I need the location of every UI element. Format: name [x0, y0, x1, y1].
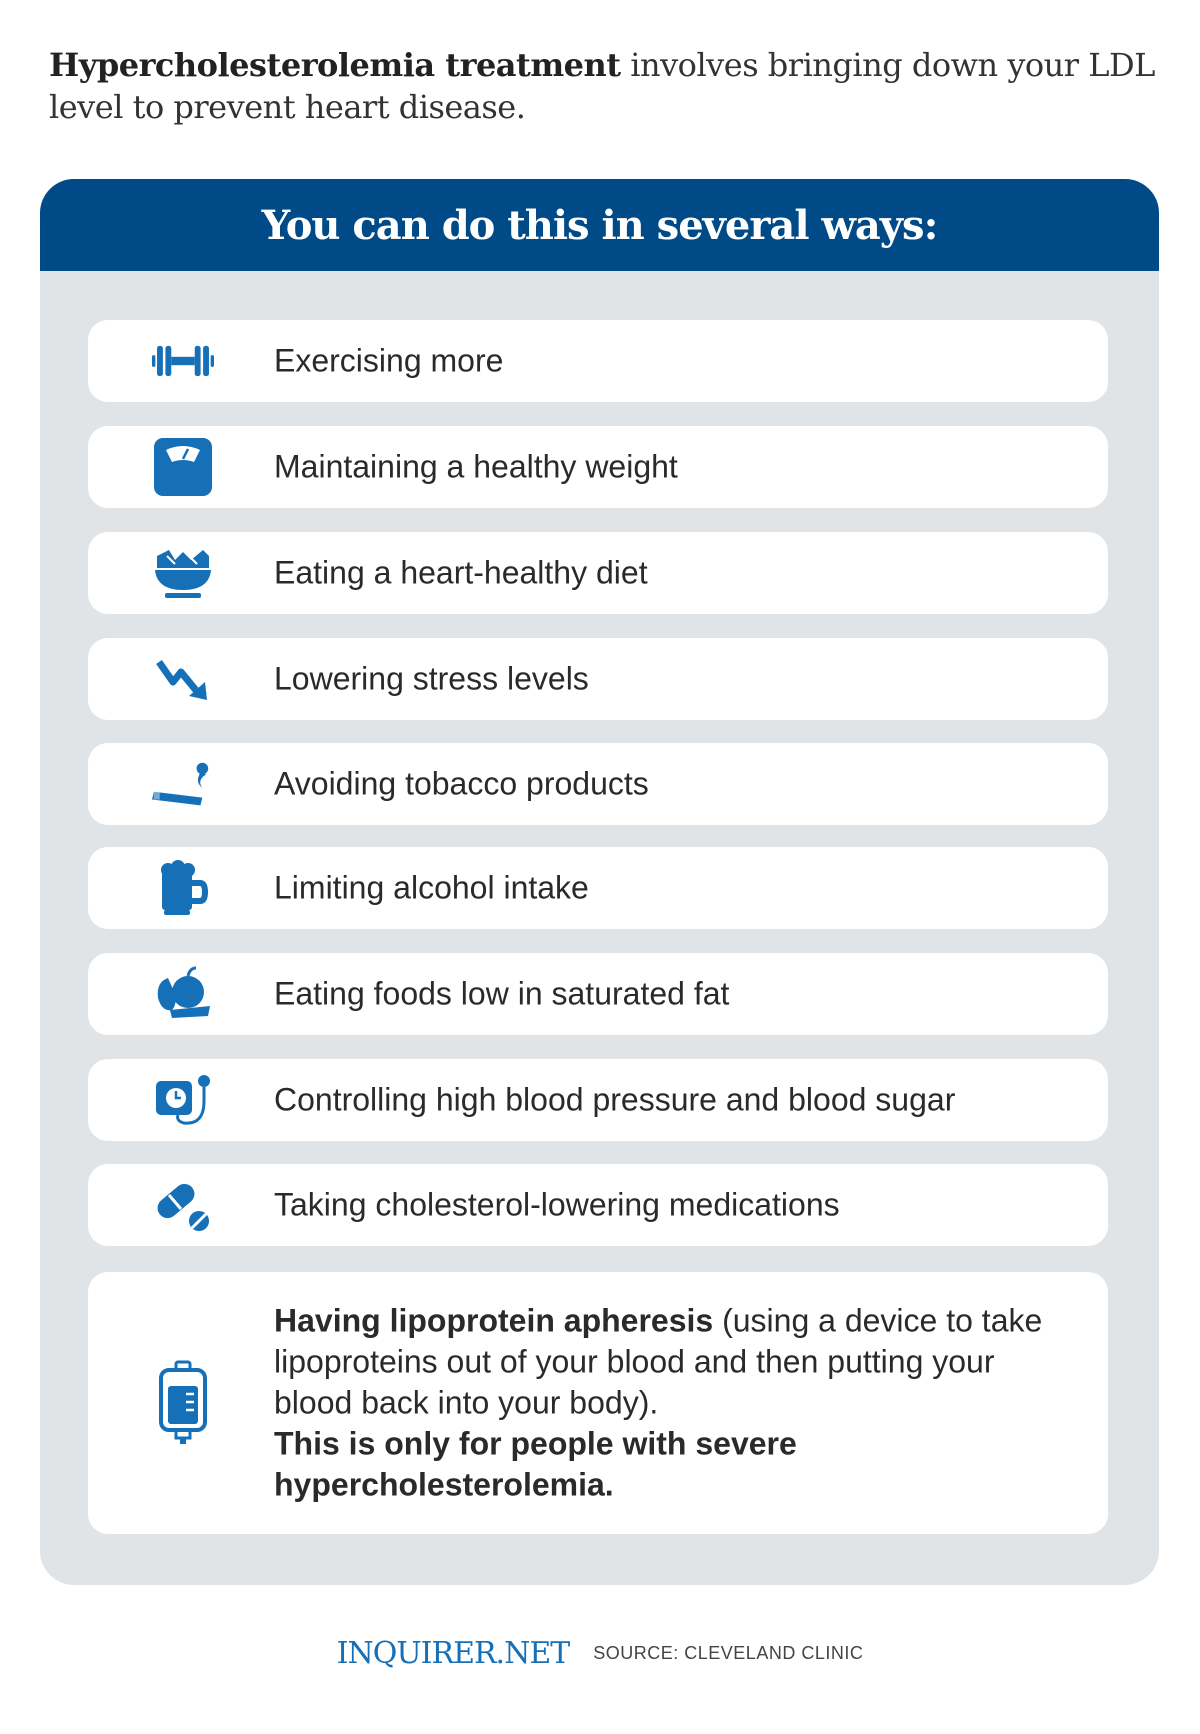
fruit-vegetables-icon	[152, 963, 214, 1025]
item-label: Avoiding tobacco products	[274, 765, 649, 802]
pills-icon	[152, 1174, 214, 1236]
item-label: Exercising more	[274, 342, 504, 379]
item-label	[274, 1301, 1054, 1506]
item-label: Controlling high blood pressure and blood sugar	[274, 1081, 956, 1118]
intro-bold: Hypercholesterolemia treatment	[49, 46, 621, 84]
item-label: Lowering stress levels	[274, 660, 589, 697]
list-item	[88, 638, 1108, 720]
beer-mug-icon	[152, 857, 214, 919]
list-item	[88, 953, 1108, 1035]
footer	[0, 1636, 1200, 1671]
item-label: Maintaining a healthy weight	[274, 448, 678, 485]
dumbbell-icon	[152, 330, 214, 392]
list-item	[88, 1164, 1108, 1246]
inquirer-logo: INQUIRER.NET	[336, 1636, 570, 1671]
scale-icon	[152, 436, 214, 498]
panel-title: You can do this in several ways:	[40, 179, 1159, 271]
item-label-bold: Having lipoprotein apheresis	[274, 1302, 714, 1339]
intro-rest: involves bringing down your LDL level to prevent heart disease.	[49, 46, 1155, 126]
intro-text	[49, 44, 1159, 128]
cigarette-icon	[152, 753, 214, 815]
item-label: Eating a heart-healthy diet	[274, 554, 648, 591]
list-item	[88, 1272, 1108, 1534]
list-item	[88, 426, 1108, 508]
list-item	[88, 847, 1108, 929]
list-item	[88, 320, 1108, 402]
trend-down-icon	[152, 648, 214, 710]
item-label: Eating foods low in saturated fat	[274, 975, 730, 1012]
salad-bowl-icon	[152, 542, 214, 604]
source-credit: SOURCE: CLEVELAND CLINIC	[593, 1643, 864, 1663]
ways-panel	[40, 179, 1159, 1585]
item-label: Limiting alcohol intake	[274, 869, 589, 906]
item-label-detail: (using a device to take lipoproteins out of your blood and then putting your blood back into your body).	[274, 1302, 1043, 1421]
iv-bag-icon	[152, 1372, 214, 1434]
item-label-note: This is only for people with severe hypercholesterolemia.	[274, 1425, 797, 1503]
item-label: Taking cholesterol-lowering medications	[274, 1186, 840, 1223]
list-item	[88, 743, 1108, 825]
blood-pressure-monitor-icon	[152, 1069, 214, 1131]
list-item	[88, 1059, 1108, 1141]
list-item	[88, 532, 1108, 614]
